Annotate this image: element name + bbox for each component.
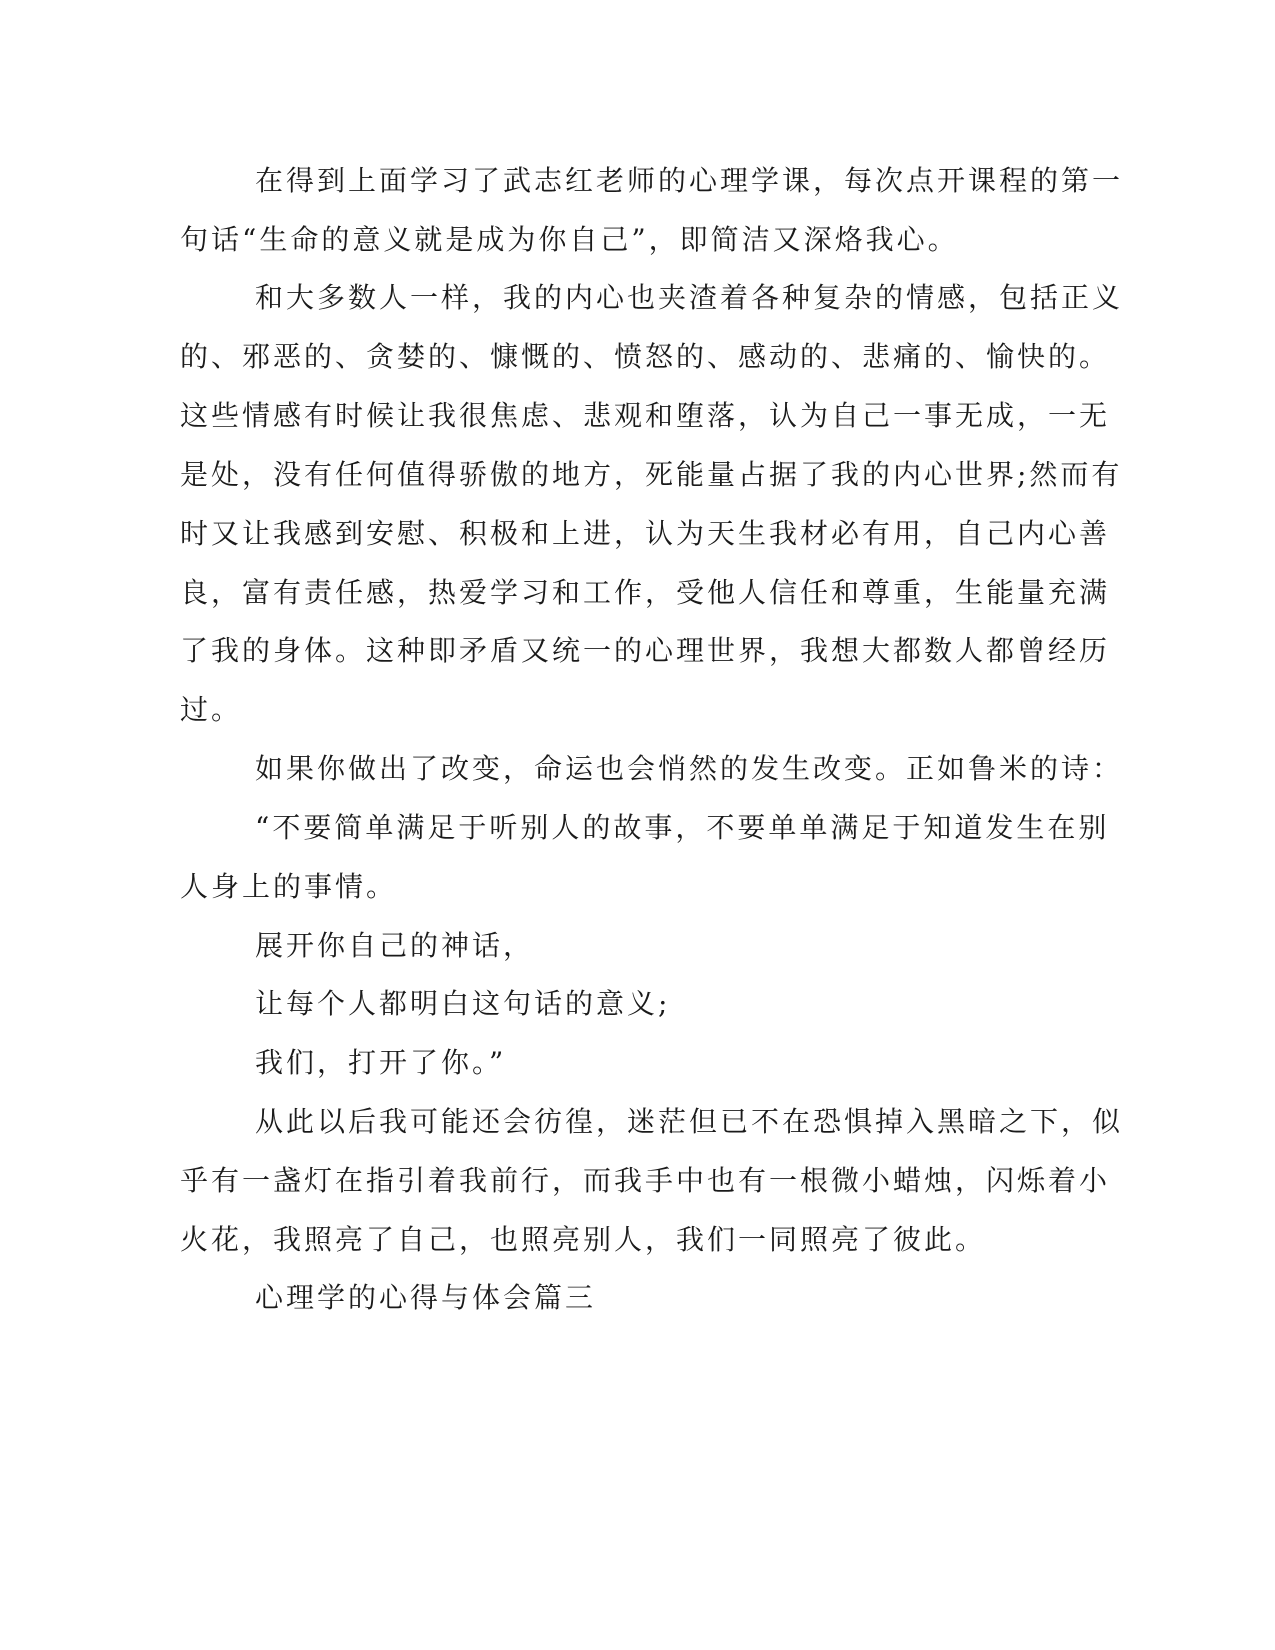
paragraph-2-line-8: 过。 [180,693,243,726]
section-heading: 心理学的心得与体会篇三 [255,1281,597,1314]
quote-line-3: 展开你自己的神话， [255,929,535,962]
paragraph-1-line-1: 在得到上面学习了武志红老师的心理学课，每次点开课程的第一 [255,164,1124,197]
paragraph-2-line-4: 是处，没有任何值得骄傲的地方，死能量占据了我的内心世界;然而有 [180,458,1123,491]
paragraph-2-line-7: 了我的身体。这种即矛盾又统一的心理世界，我想大都数人都曾经历 [180,634,1111,667]
quote-line-1: “不要简单满足于听别人的故事，不要单单满足于知道发生在别 [255,811,1110,844]
paragraph-2-line-1: 和大多数人一样，我的内心也夹渣着各种复杂的情感，包括正义 [255,281,1124,314]
paragraph-1-line-2: 句话“生命的意义就是成为你自己”，即简洁又深烙我心。 [180,223,959,256]
paragraph-4-line-3: 火花，我照亮了自己，也照亮别人，我们一同照亮了彼此。 [180,1223,987,1256]
paragraph-2-line-6: 良，富有责任感，热爱学习和工作，受他人信任和尊重，生能量充满 [180,576,1111,609]
paragraph-2-line-5: 时又让我感到安慰、积极和上进，认为天生我材必有用，自己内心善 [180,517,1111,550]
quote-line-5: 我们，打开了你。” [255,1046,507,1079]
paragraph-4-line-2: 乎有一盏灯在指引着我前行，而我手中也有一根微小蜡烛，闪烁着小 [180,1164,1111,1197]
paragraph-3-line-1: 如果你做出了改变，命运也会悄然的发生改变。正如鲁米的诗： [255,752,1124,785]
paragraph-2-line-2: 的、邪恶的、贪婪的、慷慨的、愤怒的、感动的、悲痛的、愉快的。 [180,340,1111,373]
paragraph-2-line-3: 这些情感有时候让我很焦虑、悲观和堕落，认为自己一事无成，一无 [180,399,1111,432]
paragraph-4-line-1: 从此以后我可能还会彷徨，迷茫但已不在恐惧掉入黑暗之下，似 [255,1105,1124,1138]
quote-line-2: 人身上的事情。 [180,870,398,903]
quote-line-4: 让每个人都明白这句话的意义; [255,987,671,1020]
